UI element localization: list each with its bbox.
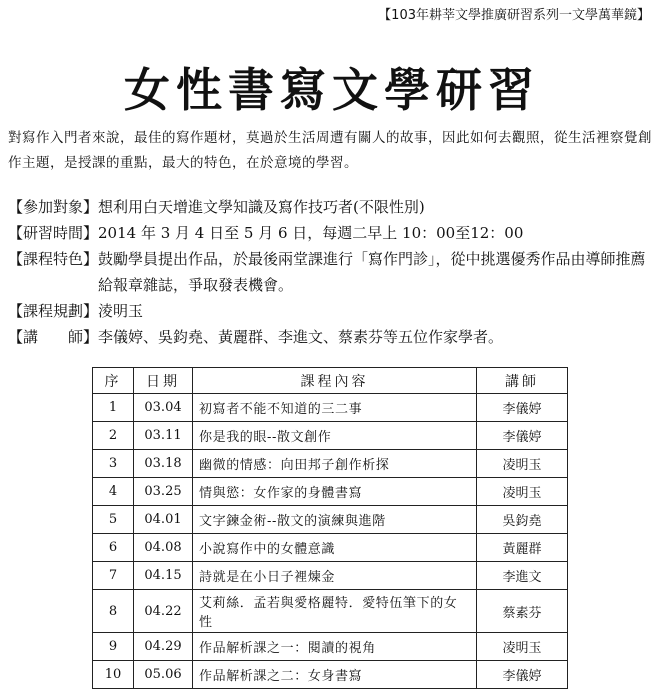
header-topic: 課程內容 [193, 368, 477, 394]
info-label: 【參加對象】 [8, 198, 99, 216]
series-label: 【103年耕莘文學推廣研習系列一文學萬華鏡】 [378, 8, 650, 23]
cell-no: 1 [93, 394, 134, 422]
cell-no: 9 [93, 633, 134, 661]
cell-no: 2 [93, 422, 134, 450]
cell-teacher: 黃麗群 [477, 534, 568, 562]
info-label: 【研習時間】 [8, 224, 99, 242]
cell-no: 10 [93, 661, 134, 689]
cell-topic: 文字鍊金術--散文的演練與進階 [193, 506, 477, 534]
cell-teacher: 李儀婷 [477, 394, 568, 422]
cell-date: 03.11 [134, 422, 193, 450]
info-value: 2014 年 3 月 4 日至 5 月 6 日，每週二早上 10：00至12：00 [98, 224, 524, 242]
cell-date: 03.25 [134, 478, 193, 506]
cell-topic: 作品解析課之一：閱讀的視角 [193, 633, 477, 661]
table-row [93, 394, 568, 422]
header-date: 日期 [134, 368, 193, 394]
cell-teacher: 李儀婷 [477, 422, 568, 450]
cell-topic: 幽微的情感：向田邦子創作析探 [193, 450, 477, 478]
cell-no: 3 [93, 450, 134, 478]
cell-date: 04.15 [134, 562, 193, 590]
table-row [93, 422, 568, 450]
table-row [93, 478, 568, 506]
cell-teacher: 吳鈞堯 [477, 506, 568, 534]
table-row [93, 633, 568, 661]
cell-topic: 艾莉絲．孟若與愛格麗特．愛特伍筆下的女性 [193, 590, 477, 633]
info-row-participants [8, 194, 658, 220]
info-label: 【講 師】 [8, 328, 99, 346]
cell-date: 04.29 [134, 633, 193, 661]
header-teacher: 講師 [477, 368, 568, 394]
info-row-lecturers [8, 324, 658, 350]
header-no: 序 [93, 368, 134, 394]
info-value: 鼓勵學員提出作品，於最後兩堂課進行「寫作門診」，從中挑選優秀作品由導師推薦給報章雜誌，爭取發表機會。 [98, 250, 646, 294]
table-row [93, 661, 568, 689]
cell-no: 8 [93, 590, 134, 633]
table-row [93, 534, 568, 562]
cell-no: 4 [93, 478, 134, 506]
cell-teacher: 凌明玉 [477, 478, 568, 506]
cell-date: 04.22 [134, 590, 193, 633]
cell-date: 04.08 [134, 534, 193, 562]
info-value: 想利用白天增進文學知識及寫作技巧者(不限性別) [98, 198, 425, 216]
cell-date: 05.06 [134, 661, 193, 689]
table-row [93, 562, 568, 590]
table-row [93, 590, 568, 633]
cell-teacher: 凌明玉 [477, 633, 568, 661]
cell-teacher: 蔡素芬 [477, 590, 568, 633]
page-title: 女性書寫文學研習 [124, 63, 540, 117]
cell-date: 03.18 [134, 450, 193, 478]
cell-topic: 你是我的眼--散文創作 [193, 422, 477, 450]
course-info [8, 194, 658, 350]
cell-no: 7 [93, 562, 134, 590]
cell-date: 03.04 [134, 394, 193, 422]
cell-teacher: 凌明玉 [477, 450, 568, 478]
cell-date: 04.01 [134, 506, 193, 534]
table-header-row [93, 368, 568, 394]
info-value: 李儀婷、吳鈞堯、黃麗群、李進文、蔡素芬等五位作家學者。 [98, 328, 504, 346]
info-value: 淩明玉 [98, 302, 144, 320]
info-row-planner [8, 298, 658, 324]
info-row-schedule [8, 220, 658, 246]
info-label: 【課程特色】 [8, 250, 99, 268]
cell-no: 6 [93, 534, 134, 562]
intro-paragraph: 對寫作入門者來說，最佳的寫作題材，莫過於生活周遭有關人的故事，因此如何去觀照，從生活裡察覺創作主題，是授課的重點，最大的特色，在於意境的學習。 [8, 130, 652, 171]
cell-topic: 情與慾：女作家的身體書寫 [193, 478, 477, 506]
cell-topic: 作品解析課之二：女身書寫 [193, 661, 477, 689]
table-row [93, 506, 568, 534]
info-label: 【課程規劃】 [8, 302, 99, 320]
cell-topic: 初寫者不能不知道的三二事 [193, 394, 477, 422]
cell-teacher: 李進文 [477, 562, 568, 590]
cell-teacher: 李儀婷 [477, 661, 568, 689]
info-row-features [8, 246, 658, 298]
cell-topic: 小說寫作中的女體意識 [193, 534, 477, 562]
schedule-table [92, 367, 568, 689]
cell-topic: 詩就是在小日子裡煉金 [193, 562, 477, 590]
cell-no: 5 [93, 506, 134, 534]
table-row [93, 450, 568, 478]
